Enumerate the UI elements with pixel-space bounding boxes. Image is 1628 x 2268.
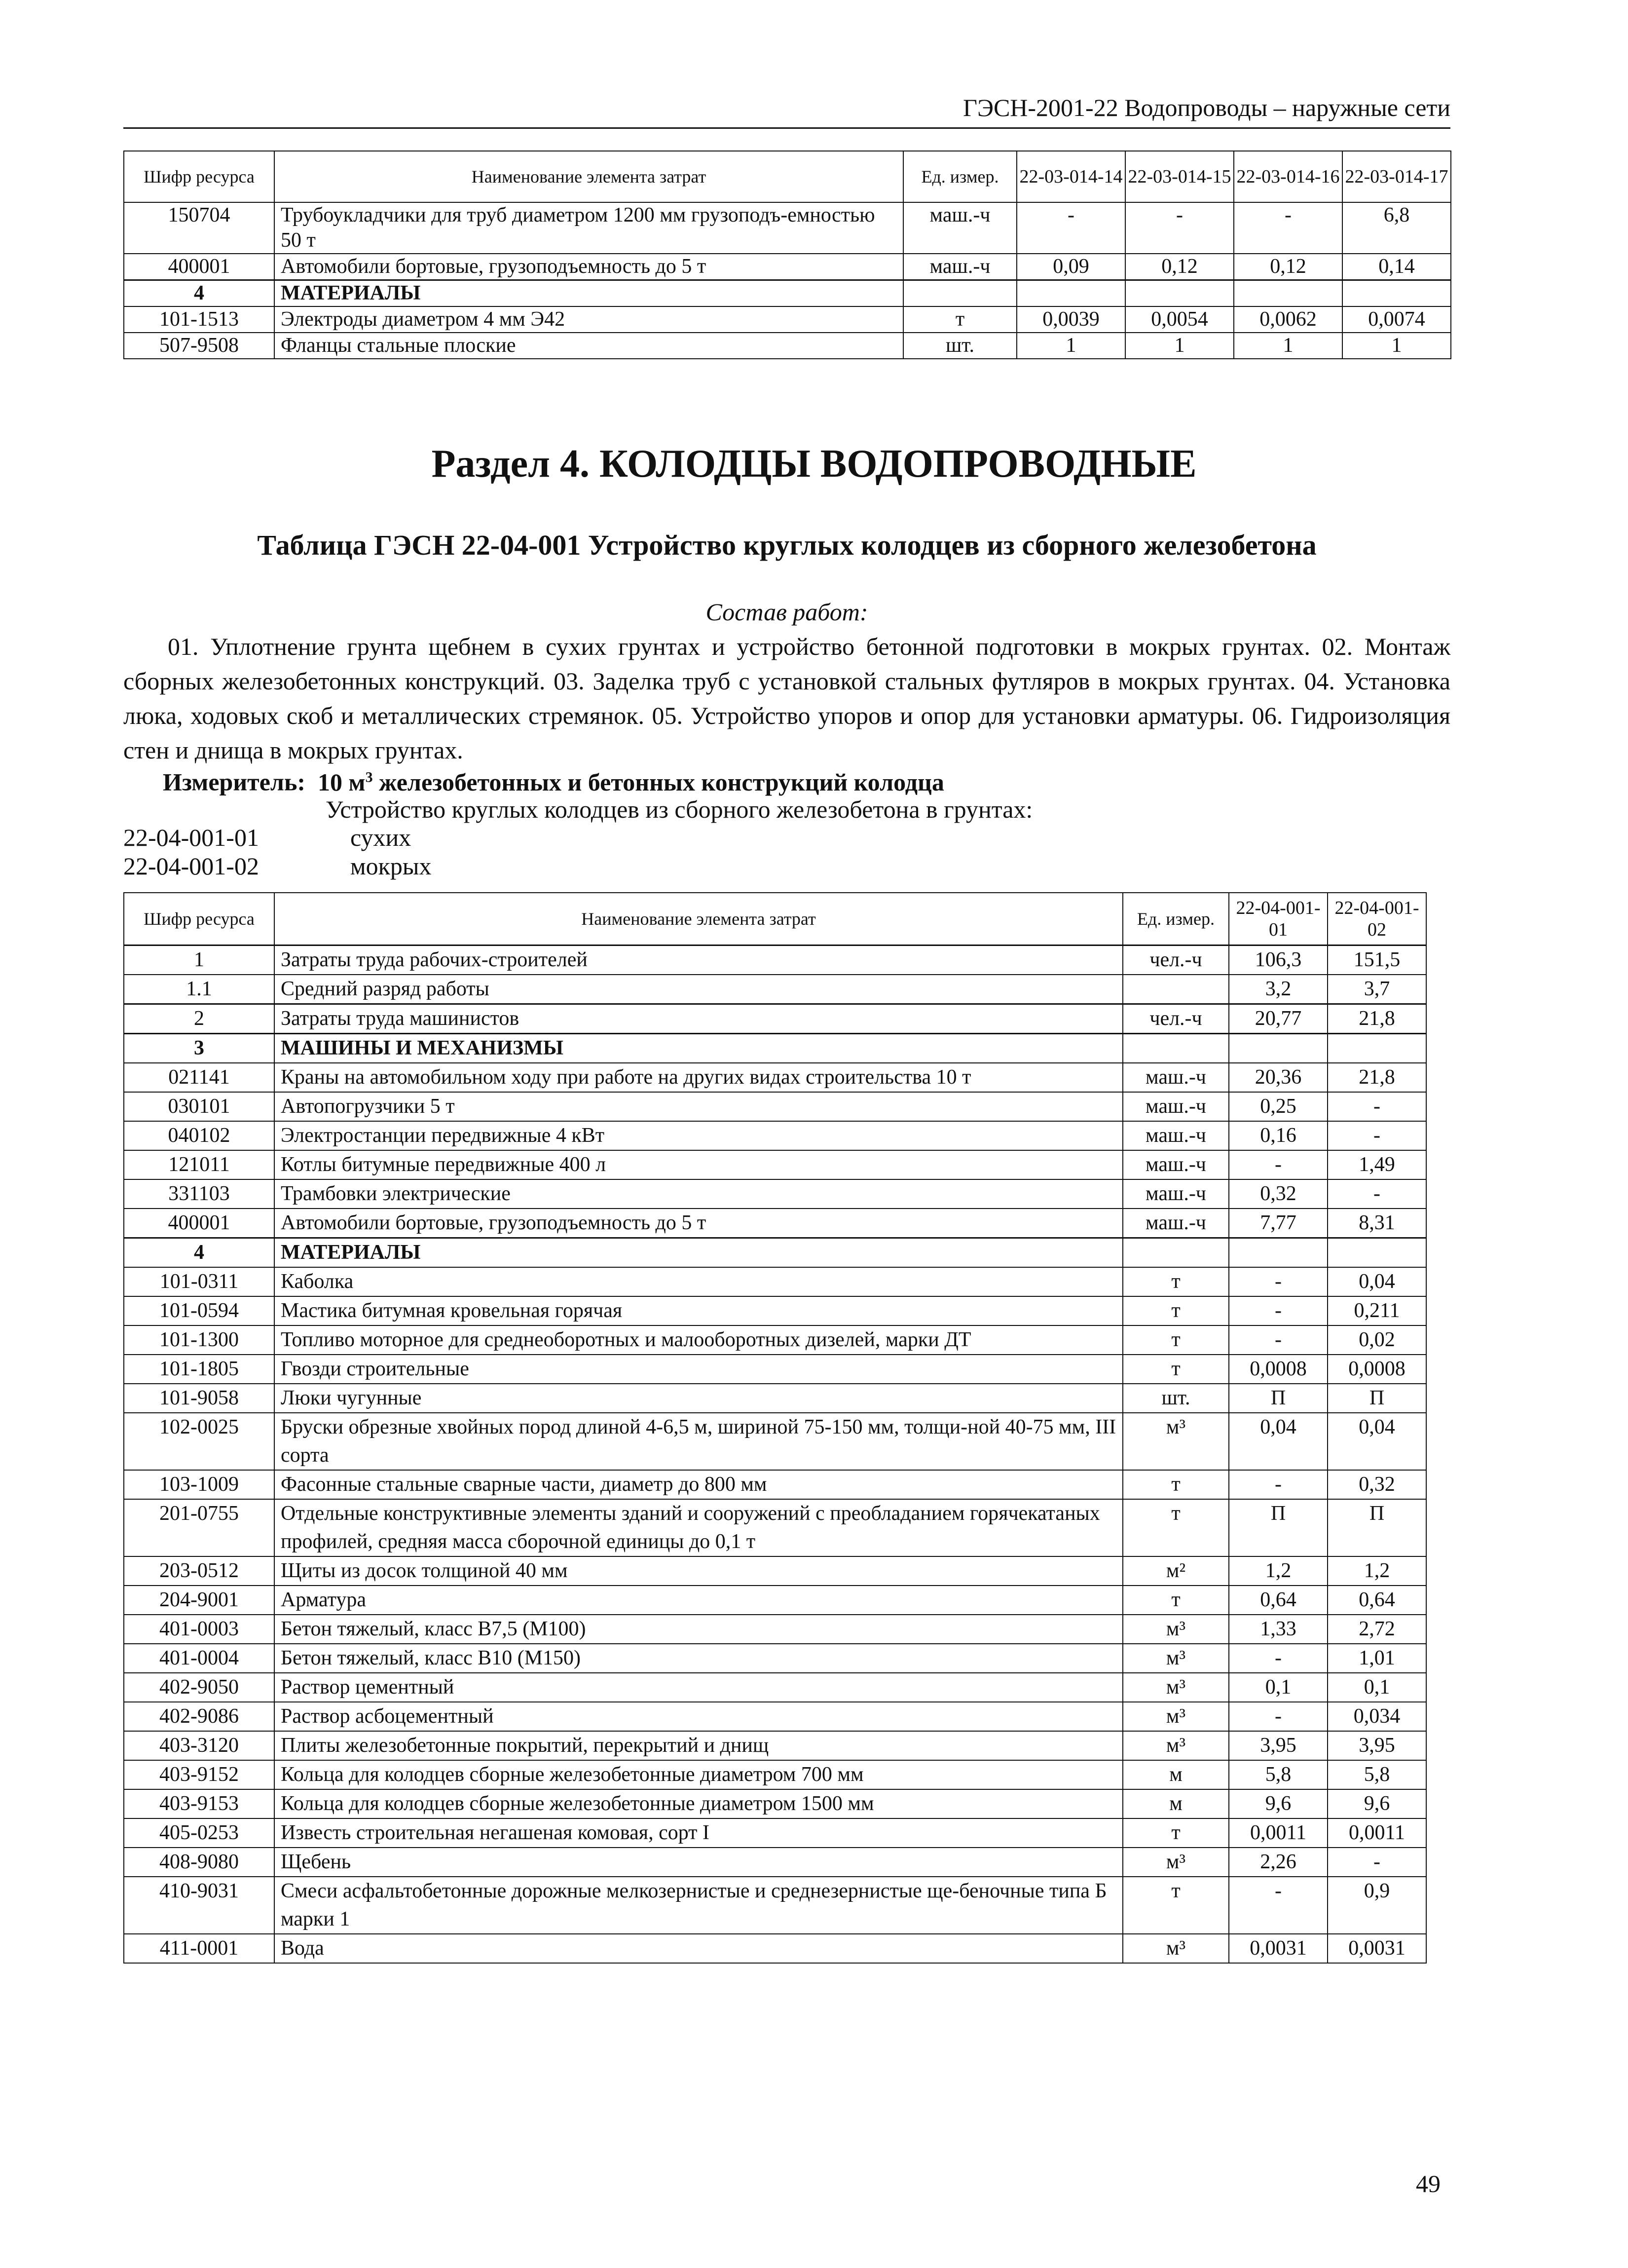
cell-value: -	[1229, 1325, 1328, 1355]
table-row	[124, 1934, 1426, 1963]
cell-code: 101-0594	[124, 1296, 274, 1325]
cell-code: 040102	[124, 1121, 274, 1150]
cell-value: 1	[1125, 333, 1234, 359]
cell-value: 0,0008	[1328, 1355, 1426, 1384]
cell-value	[1229, 1034, 1328, 1063]
cell-value: 0,211	[1328, 1296, 1426, 1325]
cell-code: 402-9050	[124, 1673, 274, 1702]
cell-name: Кольца для колодцев сборные железобетонные диаметром 1500 мм	[274, 1789, 1123, 1818]
cell-value: 0,32	[1229, 1179, 1328, 1209]
cell-value: 0,16	[1229, 1121, 1328, 1150]
cell-name: Электроды диаметром 4 мм Э42	[274, 306, 903, 333]
cell-value: 8,31	[1328, 1209, 1426, 1238]
cell-value: 0,04	[1328, 1267, 1426, 1296]
table2-header-col2: 22-04-001-02	[1328, 893, 1426, 945]
table-row	[124, 975, 1426, 1004]
table-row	[124, 1121, 1426, 1150]
cell-unit: маш.-ч	[1123, 1092, 1229, 1121]
table1-header-col3: 22-03-014-16	[1234, 151, 1342, 202]
cell-value: 151,5	[1328, 945, 1426, 975]
cell-code: 410-9031	[124, 1877, 274, 1934]
cell-value: 0,02	[1328, 1325, 1426, 1355]
cell-value: П	[1229, 1499, 1328, 1556]
cell-value: 0,09	[1017, 254, 1125, 280]
composition-title: Состав работ:	[705, 598, 868, 626]
cell-code: 400001	[124, 254, 274, 280]
cell-unit: м³	[1123, 1731, 1229, 1760]
cell-code: 101-1805	[124, 1355, 274, 1384]
cell-code: 331103	[124, 1179, 274, 1209]
cell-unit: маш.-ч	[1123, 1063, 1229, 1092]
cell-unit	[903, 280, 1017, 307]
cell-unit: т	[1123, 1586, 1229, 1615]
cell-value: П	[1328, 1384, 1426, 1413]
cell-name: МАТЕРИАЛЫ	[274, 1238, 1123, 1268]
table2-header-unit: Ед. измер.	[1123, 893, 1229, 945]
cell-name: Средний разряд работы	[274, 975, 1123, 1004]
cell-unit: т	[1123, 1355, 1229, 1384]
cell-unit: м³	[1123, 1615, 1229, 1644]
cell-value: -	[1229, 1702, 1328, 1731]
cell-value: -	[1017, 202, 1125, 254]
cell-value: 0,0074	[1342, 306, 1451, 333]
table-row	[124, 1848, 1426, 1877]
cell-name: Кольца для колодцев сборные железобетонные диаметром 700 мм	[274, 1760, 1123, 1789]
cell-value	[1125, 280, 1234, 307]
cell-value: -	[1229, 1644, 1328, 1673]
cell-value	[1017, 280, 1125, 307]
cell-code: 400001	[124, 1209, 274, 1238]
cell-unit: м³	[1123, 1848, 1229, 1877]
cell-value: 0,0031	[1229, 1934, 1328, 1963]
cell-name: Бетон тяжелый, класс В10 (М150)	[274, 1644, 1123, 1673]
cell-value	[1234, 280, 1342, 307]
cell-name: Известь строительная негашеная комовая, сорт I	[274, 1818, 1123, 1848]
cell-value: 3,95	[1229, 1731, 1328, 1760]
cell-value: -	[1328, 1092, 1426, 1121]
cell-name: Люки чугунные	[274, 1384, 1123, 1413]
cell-name: Фланцы стальные плоские	[274, 333, 903, 359]
table-row	[124, 1789, 1426, 1818]
cell-value: 3,2	[1229, 975, 1328, 1004]
cell-value: 1	[1342, 333, 1451, 359]
cell-code: 408-9080	[124, 1848, 274, 1877]
cell-unit: м³	[1123, 1413, 1229, 1470]
cell-name: МАШИНЫ И МЕХАНИЗМЫ	[274, 1034, 1123, 1063]
table-row	[124, 202, 1451, 254]
cell-value: 0,12	[1234, 254, 1342, 280]
table1-header-col4: 22-03-014-17	[1342, 151, 1451, 202]
table-row	[124, 1092, 1426, 1121]
cell-name: Затраты труда рабочих-строителей	[274, 945, 1123, 975]
cell-value: 1	[1234, 333, 1342, 359]
cell-code: 204-9001	[124, 1586, 274, 1615]
cell-value: 0,034	[1328, 1702, 1426, 1731]
cell-unit: м³	[1123, 1702, 1229, 1731]
cell-code: 4	[124, 280, 274, 307]
cell-name: Щиты из досок толщиной 40 мм	[274, 1556, 1123, 1586]
cell-code: 102-0025	[124, 1413, 274, 1470]
table-row	[124, 1325, 1426, 1355]
cell-unit: маш.-ч	[1123, 1179, 1229, 1209]
cell-code: 121011	[124, 1150, 274, 1179]
cell-code: 405-0253	[124, 1818, 274, 1848]
page-header: ГЭСН-2001-22 Водопроводы – наружные сети	[123, 88, 1450, 129]
cell-name: Бетон тяжелый, класс В7,5 (М100)	[274, 1615, 1123, 1644]
cell-unit: т	[1123, 1818, 1229, 1848]
table-row	[124, 1818, 1426, 1848]
cell-value: 2,26	[1229, 1848, 1328, 1877]
cell-value: 20,77	[1229, 1004, 1328, 1034]
cell-unit: т	[1123, 1267, 1229, 1296]
cell-value: 106,3	[1229, 945, 1328, 975]
cell-unit: маш.-ч	[903, 254, 1017, 280]
cell-value: 0,9	[1328, 1877, 1426, 1934]
cell-value: -	[1328, 1848, 1426, 1877]
cell-code: 401-0003	[124, 1615, 274, 1644]
cell-unit: т	[1123, 1499, 1229, 1556]
cell-unit: т	[1123, 1296, 1229, 1325]
cell-value: 1,33	[1229, 1615, 1328, 1644]
table-row	[124, 1556, 1426, 1586]
cell-code: 203-0512	[124, 1556, 274, 1586]
table2-header-code: Шифр ресурса	[124, 893, 274, 945]
cell-code: 021141	[124, 1063, 274, 1092]
table1-header-row	[124, 151, 1451, 202]
cell-value: 7,77	[1229, 1209, 1328, 1238]
cell-code: 101-1300	[124, 1325, 274, 1355]
table-row	[124, 1499, 1426, 1556]
table-row	[124, 1004, 1426, 1034]
cell-value: 1,01	[1328, 1644, 1426, 1673]
cell-name: Трубоукладчики для труб диаметром 1200 мм грузоподъ-емностью 50 т	[274, 202, 903, 254]
table-22-03-014	[123, 151, 1451, 359]
table1-header-unit: Ед. измер.	[903, 151, 1017, 202]
table1-header-code: Шифр ресурса	[124, 151, 274, 202]
cell-unit: м	[1123, 1789, 1229, 1818]
measure-value-prefix: 10 м	[318, 768, 366, 796]
cell-value	[1328, 1034, 1426, 1063]
cell-value: 1,2	[1328, 1556, 1426, 1586]
cell-code: 101-0311	[124, 1267, 274, 1296]
cell-value: 2,72	[1328, 1615, 1426, 1644]
cell-value: 0,14	[1342, 254, 1451, 280]
cell-unit: маш.-ч	[903, 202, 1017, 254]
cell-code: 2	[124, 1004, 274, 1034]
cell-unit: м³	[1123, 1644, 1229, 1673]
cell-value: 0,0039	[1017, 306, 1125, 333]
section-title: Раздел 4. КОЛОДЦЫ ВОДОПРОВОДНЫЕ	[431, 442, 1197, 486]
cell-code: 411-0001	[124, 1934, 274, 1963]
cell-code: 507-9508	[124, 333, 274, 359]
measure-value-suffix: железобетонных и бетонных конструкций колодца	[372, 768, 944, 796]
cell-name: Котлы битумные передвижные 400 л	[274, 1150, 1123, 1179]
cell-unit: маш.-ч	[1123, 1121, 1229, 1150]
cell-name: Раствор асбоцементный	[274, 1702, 1123, 1731]
table-row	[124, 1179, 1426, 1209]
cell-value: 0,12	[1125, 254, 1234, 280]
cell-value: 0,64	[1229, 1586, 1328, 1615]
cell-value: 0,1	[1229, 1673, 1328, 1702]
cell-name: Отдельные конструктивные элементы зданий и сооружений с преобладанием горячекатаных профилей, средняя масса сборочной единицы до 0,1 т	[274, 1499, 1123, 1556]
cell-unit: т	[1123, 1470, 1229, 1499]
table2-header-row	[124, 893, 1426, 945]
variant-name-1: сухих	[350, 824, 411, 851]
cell-value: 1,2	[1229, 1556, 1328, 1586]
table-row	[124, 280, 1451, 307]
cell-value: -	[1229, 1470, 1328, 1499]
cell-value: -	[1229, 1296, 1328, 1325]
cell-value: 3,7	[1328, 975, 1426, 1004]
cell-unit: шт.	[903, 333, 1017, 359]
table-row	[124, 1877, 1426, 1934]
cell-value: 1	[1017, 333, 1125, 359]
cell-value	[1328, 1238, 1426, 1268]
cell-name: Раствор цементный	[274, 1673, 1123, 1702]
table-row	[124, 1731, 1426, 1760]
cell-value: 0,32	[1328, 1470, 1426, 1499]
cell-value: 5,8	[1229, 1760, 1328, 1789]
table-row	[124, 1673, 1426, 1702]
cell-name: МАТЕРИАЛЫ	[274, 280, 903, 307]
cell-name: Плиты железобетонные покрытий, перекрытий и днищ	[274, 1731, 1123, 1760]
cell-value	[1229, 1238, 1328, 1268]
cell-unit	[1123, 1238, 1229, 1268]
table-row	[124, 1760, 1426, 1789]
cell-code: 201-0755	[124, 1499, 274, 1556]
cell-code: 4	[124, 1238, 274, 1268]
cell-name: Топливо моторное для среднеоборотных и малооборотных дизелей, марки ДТ	[274, 1325, 1123, 1355]
table-row	[124, 1296, 1426, 1325]
cell-name: Смеси асфальтобетонные дорожные мелкозернистые и среднезернистые ще-беночные типа Б марки 1	[274, 1877, 1123, 1934]
table-row	[124, 1644, 1426, 1673]
cell-value: 3,95	[1328, 1731, 1426, 1760]
cell-unit: т	[903, 306, 1017, 333]
cell-value: 0,04	[1229, 1413, 1328, 1470]
subtitle: Устройство круглых колодцев из сборного железобетона в грунтах:	[326, 795, 1033, 823]
cell-unit: т	[1123, 1877, 1229, 1934]
cell-name: Автомобили бортовые, грузоподъемность до 5 т	[274, 1209, 1123, 1238]
table-row	[124, 1238, 1426, 1268]
page-number: 49	[1416, 2170, 1441, 2197]
cell-value: 0,1	[1328, 1673, 1426, 1702]
cell-value: 21,8	[1328, 1063, 1426, 1092]
cell-value: П	[1229, 1384, 1328, 1413]
cell-code: 403-3120	[124, 1731, 274, 1760]
cell-unit	[1123, 975, 1229, 1004]
cell-name: Щебень	[274, 1848, 1123, 1877]
table-row	[124, 1034, 1426, 1063]
cell-value: 1,49	[1328, 1150, 1426, 1179]
cell-value: -	[1229, 1267, 1328, 1296]
cell-code: 103-1009	[124, 1470, 274, 1499]
cell-name: Гвозди строительные	[274, 1355, 1123, 1384]
cell-value: 0,0011	[1328, 1818, 1426, 1848]
cell-unit: маш.-ч	[1123, 1150, 1229, 1179]
cell-unit: т	[1123, 1325, 1229, 1355]
cell-value: 9,6	[1328, 1789, 1426, 1818]
cell-name: Каболка	[274, 1267, 1123, 1296]
table1-header-col2: 22-03-014-15	[1125, 151, 1234, 202]
cell-value: 20,36	[1229, 1063, 1328, 1092]
cell-name: Автопогрузчики 5 т	[274, 1092, 1123, 1121]
cell-code: 401-0004	[124, 1644, 274, 1673]
cell-name: Арматура	[274, 1586, 1123, 1615]
cell-value: 0,0062	[1234, 306, 1342, 333]
cell-name: Трамбовки электрические	[274, 1179, 1123, 1209]
cell-unit: шт.	[1123, 1384, 1229, 1413]
cell-value: П	[1328, 1499, 1426, 1556]
table-row	[124, 306, 1451, 333]
table-row	[124, 1150, 1426, 1179]
cell-value: 9,6	[1229, 1789, 1328, 1818]
cell-code: 403-9153	[124, 1789, 274, 1818]
cell-value: 0,0054	[1125, 306, 1234, 333]
cell-code: 403-9152	[124, 1760, 274, 1789]
cell-name: Электростанции передвижные 4 кВт	[274, 1121, 1123, 1150]
table-row	[124, 1384, 1426, 1413]
cell-code: 150704	[124, 202, 274, 254]
cell-value: -	[1229, 1150, 1328, 1179]
table-22-04-001	[123, 892, 1427, 1964]
table-row	[124, 1702, 1426, 1731]
cell-code: 1	[124, 945, 274, 975]
table2-header-name: Наименование элемента затрат	[274, 893, 1123, 945]
cell-name: Автомобили бортовые, грузоподъемность до 5 т	[274, 254, 903, 280]
cell-value: 0,25	[1229, 1092, 1328, 1121]
cell-value: -	[1125, 202, 1234, 254]
cell-value: 0,0008	[1229, 1355, 1328, 1384]
cell-name: Затраты труда машинистов	[274, 1004, 1123, 1034]
cell-unit: м³	[1123, 1673, 1229, 1702]
table1-header-col1: 22-03-014-14	[1017, 151, 1125, 202]
variant-code-2: 22-04-001-02	[123, 852, 259, 880]
cell-value	[1342, 280, 1451, 307]
cell-code: 1.1	[124, 975, 274, 1004]
cell-name: Фасонные стальные сварные части, диаметр до 800 мм	[274, 1470, 1123, 1499]
cell-value: -	[1229, 1877, 1328, 1934]
variant-name-2: мокрых	[350, 852, 432, 880]
cell-value: 0,0011	[1229, 1818, 1328, 1848]
measure-label: Измеритель:	[163, 768, 306, 796]
table-row	[124, 1413, 1426, 1470]
composition-text: 01. Уплотнение грунта щебнем в сухих грунтах и устройство бетонной подготовки в мокрых грунтах. 02. Монтаж сборных железобетонных конструкций. 03. Заделка труб с установкой стальных футляров в мокрых грунтах. 04. Установка люка, ходовых скоб и металлических стремянок. 05. Устройство упоров и опор для установки арматуры. 06. Гидроизоляция стен и днища в мокрых грунтах.	[123, 633, 1450, 764]
cell-unit	[1123, 1034, 1229, 1063]
measure-value-sup: 3	[365, 769, 373, 785]
cell-value: 21,8	[1328, 1004, 1426, 1034]
cell-name: Краны на автомобильном ходу при работе на других видах строительства 10 т	[274, 1063, 1123, 1092]
table-row	[124, 1063, 1426, 1092]
cell-value: -	[1328, 1121, 1426, 1150]
table1-header-name: Наименование элемента затрат	[274, 151, 903, 202]
table-row	[124, 333, 1451, 359]
cell-value: 0,04	[1328, 1413, 1426, 1470]
table-row	[124, 1470, 1426, 1499]
cell-unit: м²	[1123, 1556, 1229, 1586]
cell-unit: чел.-ч	[1123, 945, 1229, 975]
cell-value: 5,8	[1328, 1760, 1426, 1789]
cell-value: -	[1328, 1179, 1426, 1209]
cell-unit: чел.-ч	[1123, 1004, 1229, 1034]
table2-header-col1: 22-04-001-01	[1229, 893, 1328, 945]
cell-value: 0,0031	[1328, 1934, 1426, 1963]
cell-code: 3	[124, 1034, 274, 1063]
table-row	[124, 1615, 1426, 1644]
cell-unit: маш.-ч	[1123, 1209, 1229, 1238]
cell-name: Вода	[274, 1934, 1123, 1963]
table-row	[124, 1355, 1426, 1384]
table-row	[124, 1209, 1426, 1238]
table-row	[124, 1267, 1426, 1296]
cell-name: Бруски обрезные хвойных пород длиной 4-6,5 м, шириной 75-150 мм, толщи-ной 40-75 мм, III сорта	[274, 1413, 1123, 1470]
cell-code: 402-9086	[124, 1702, 274, 1731]
cell-unit: м³	[1123, 1934, 1229, 1963]
cell-code: 101-9058	[124, 1384, 274, 1413]
variant-code-1: 22-04-001-01	[123, 824, 259, 851]
cell-code: 101-1513	[124, 306, 274, 333]
cell-value: 0,64	[1328, 1586, 1426, 1615]
table-row	[124, 254, 1451, 280]
cell-code: 030101	[124, 1092, 274, 1121]
table-row	[124, 945, 1426, 975]
cell-value: -	[1234, 202, 1342, 254]
table-row	[124, 1586, 1426, 1615]
cell-value: 6,8	[1342, 202, 1451, 254]
cell-name: Мастика битумная кровельная горячая	[274, 1296, 1123, 1325]
table-title: Таблица ГЭСН 22-04-001 Устройство круглых колодцев из сборного железобетона	[257, 529, 1317, 561]
cell-unit: м	[1123, 1760, 1229, 1789]
